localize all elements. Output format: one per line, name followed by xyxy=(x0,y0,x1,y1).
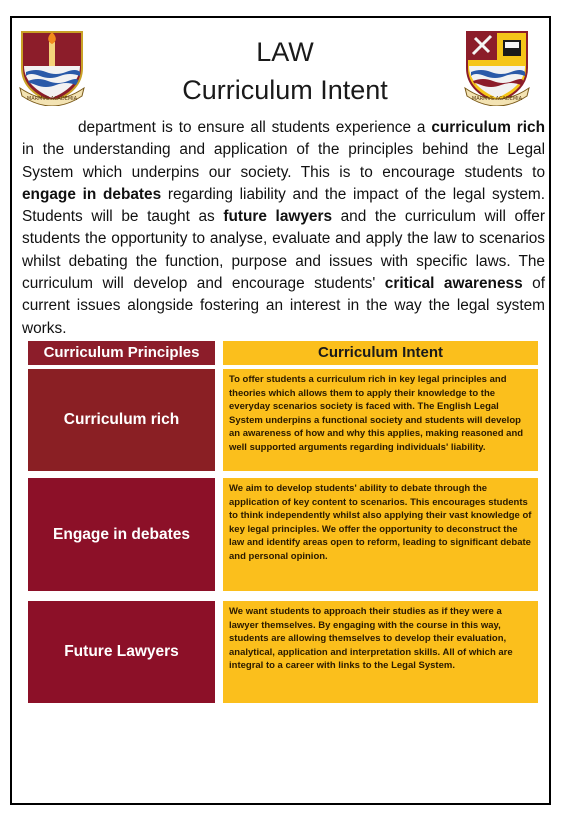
page-title: LAW xyxy=(256,37,314,67)
table-header-intent: Curriculum Intent xyxy=(223,341,538,365)
intent-cell: We aim to develop students' ability to debate through the application of key content to scenarios. This encourages students to think independently whilst also applying their vast knowledge of key legal principles. We offer the opportunity to deconstruct the law and identify areas open to reform, leading to significant debate and personal opinion. xyxy=(223,478,538,591)
principle-cell: Future Lawyers xyxy=(28,601,215,703)
keyword-critical-awareness: critical awareness xyxy=(384,275,523,293)
crest-motto-right: MARMVS ACADEMIA xyxy=(471,96,523,102)
intent-cell: To offer students a curriculum rich in key legal principles and theories which allows them to apply their knowledge to the everyday scenarios society is faced with. The English Legal System underpins a functional society and students will develop an awareness of how and why this applies, making reasoned and well supported arguments regarding individuals' liability. xyxy=(223,369,538,471)
intent-cell: We want students to approach their studies as if they were a lawyer themselves. By engaging with the course in this way, students are allowing themselves to develop their evaluation, analytical, application and interpretation skills. All of which are integral to a career with links to the Legal System. xyxy=(223,601,538,703)
principle-cell: Curriculum rich xyxy=(28,369,215,471)
keyword-curriculum-rich: curriculum rich xyxy=(431,119,545,136)
page-subtitle: Curriculum Intent xyxy=(182,75,388,105)
intro-paragraph: department is to ensure all students experience a curriculum rich in the understanding and application of the principles behind the Legal System which underpins our society. This is to encourage students to engage in debates regarding liability and the impact of the legal system. Students will be taught as future lawyers and the curriculum will offer students the opportunity to analyse, evaluate and apply the law to scenarios whilst debating the function, purpose and issues with specific laws. The curriculum will develop and encourage students' critical awareness of current issues alongside fostering an interest in the way the legal system works. xyxy=(22,119,546,337)
keyword-engage-in-debates: engage in debates xyxy=(22,185,162,203)
school-crest-right-icon xyxy=(461,26,533,106)
principle-cell: Engage in debates xyxy=(28,478,215,591)
keyword-future-lawyers: future lawyers xyxy=(223,208,333,226)
table-header-principles: Curriculum Principles xyxy=(28,341,215,365)
crest-motto-left: MARMVS ACADEMIA xyxy=(26,96,78,102)
school-crest-left-icon xyxy=(16,26,88,106)
